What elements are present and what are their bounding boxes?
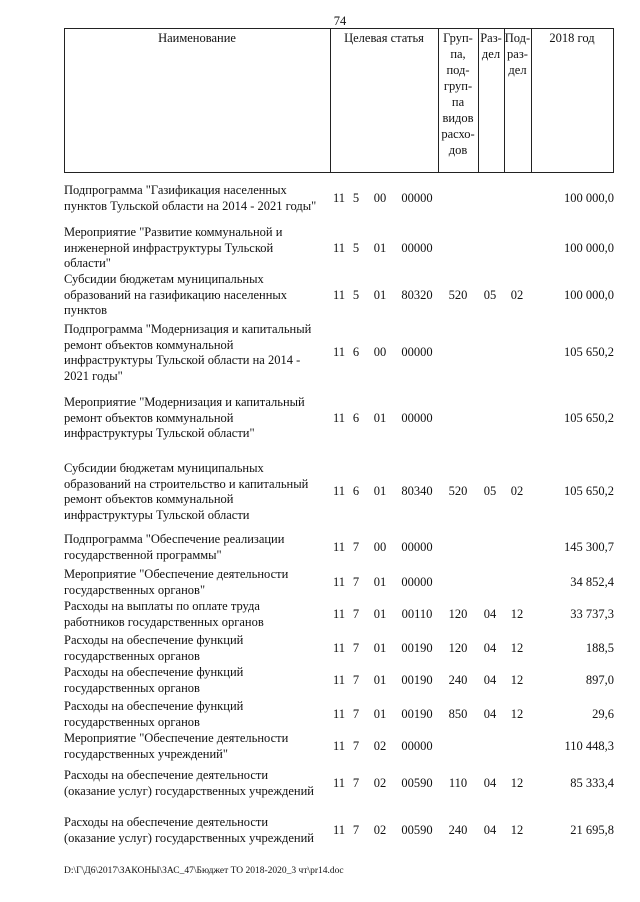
row-name-line: ремонт объектов коммунальной — [64, 492, 234, 506]
header-name: Наименование — [158, 31, 236, 45]
code-c5: 120 — [448, 640, 468, 655]
code-c6: 04 — [483, 822, 497, 837]
code-c1: 11 — [332, 539, 346, 554]
header-section-line: Раз- — [480, 31, 502, 45]
amount-2018: 85 333,4 — [570, 775, 614, 790]
header-divider — [64, 28, 65, 172]
code-c1: 11 — [332, 640, 346, 655]
row-name — [64, 272, 326, 319]
code-c3: 01 — [373, 484, 387, 499]
code-c3: 00 — [373, 190, 387, 205]
code-c4: 00000 — [401, 410, 433, 425]
row-name-line: пунктов — [64, 303, 107, 317]
code-c3: 01 — [373, 606, 387, 621]
row-name — [64, 461, 326, 523]
header-divider — [531, 28, 532, 172]
amount-2018: 34 852,4 — [570, 574, 614, 589]
code-c6: 05 — [483, 287, 497, 302]
code-c3: 01 — [373, 287, 387, 302]
code-c2: 5 — [352, 287, 360, 302]
code-c4: 80320 — [401, 287, 433, 302]
code-c1: 11 — [332, 738, 346, 753]
row-name-line: Мероприятие "Обеспечение деятельности — [64, 731, 289, 745]
row-name — [64, 815, 326, 846]
header-year: 2018 год — [549, 31, 595, 45]
amount-2018: 188,5 — [585, 640, 614, 655]
code-c2: 7 — [352, 640, 360, 655]
row-name-line: Расходы на выплаты по оплате труда — [64, 599, 260, 613]
code-c4: 00000 — [401, 574, 433, 589]
header-group-line: расхо- — [441, 127, 475, 141]
row-name-line: инфраструктуры Тульской области — [64, 507, 250, 522]
code-c4: 00590 — [401, 822, 433, 837]
code-c2: 7 — [352, 775, 360, 790]
code-c4: 00190 — [401, 640, 433, 655]
amount-2018: 105 650,2 — [564, 484, 614, 499]
row-name — [64, 183, 326, 214]
code-c3: 01 — [373, 672, 387, 687]
row-name-line: государственной программы" — [64, 547, 222, 562]
amount-2018: 100 000,0 — [564, 240, 614, 255]
code-c4: 00000 — [401, 539, 433, 554]
code-c4: 00190 — [401, 672, 433, 687]
header-subsection-line: Под- — [504, 31, 531, 45]
code-c1: 11 — [332, 775, 346, 790]
amount-2018: 21 695,8 — [570, 822, 614, 837]
code-c4: 00000 — [401, 738, 433, 753]
code-c3: 00 — [373, 539, 387, 554]
code-c7: 12 — [510, 672, 524, 687]
code-c6: 04 — [483, 640, 497, 655]
row-name-line: Субсидии бюджетам муниципальных — [64, 461, 264, 475]
page-number: 74 — [333, 14, 347, 28]
row-name-line: образований на газификацию населенных — [64, 287, 288, 302]
code-c1: 11 — [332, 287, 346, 302]
header-divider — [613, 28, 614, 172]
row-name-line: (оказание услуг) государственных учреждений — [64, 830, 314, 845]
code-c2: 5 — [352, 240, 360, 255]
header-subsection-line: раз- — [507, 47, 528, 61]
code-c2: 7 — [352, 574, 360, 589]
code-c1: 11 — [332, 410, 346, 425]
code-c7: 12 — [510, 822, 524, 837]
row-name-line: Мероприятие "Обеспечение деятельности — [64, 567, 289, 581]
code-c3: 01 — [373, 410, 387, 425]
row-name-line: Расходы на обеспечение функций — [64, 699, 244, 713]
code-c5: 520 — [448, 287, 468, 302]
code-c5: 850 — [448, 706, 468, 721]
row-name — [64, 567, 326, 598]
row-name-line: Мероприятие "Модернизация и капитальный — [64, 395, 305, 409]
row-name-line: области" — [64, 256, 111, 270]
code-c7: 12 — [510, 775, 524, 790]
code-c5: 110 — [448, 775, 468, 790]
row-name-line: инфраструктуры Тульской области" — [64, 426, 255, 440]
row-name-line: 2021 годы" — [64, 368, 123, 383]
header-group-line: па — [451, 95, 465, 109]
amount-2018: 100 000,0 — [564, 287, 614, 302]
code-c6: 04 — [483, 672, 497, 687]
code-c5: 240 — [448, 822, 468, 837]
row-name-line: пунктов Тульской области на 2014 - 2021 годы" — [64, 198, 317, 213]
code-c5: 240 — [448, 672, 468, 687]
row-name-line: образований на строительство и капитальный — [64, 476, 309, 491]
amount-2018: 110 448,3 — [564, 738, 614, 753]
amount-2018: 105 650,2 — [564, 345, 614, 360]
code-c2: 6 — [352, 345, 360, 360]
header-group-line: груп- — [443, 79, 473, 93]
row-name-line: (оказание услуг) государственных учреждений — [64, 783, 314, 798]
code-c6: 04 — [483, 606, 497, 621]
amount-2018: 33 737,3 — [570, 606, 614, 621]
code-c4: 00000 — [401, 190, 433, 205]
row-name-line: ремонт объектов коммунальной — [64, 410, 234, 425]
header-group-line: под- — [446, 63, 470, 77]
row-name — [64, 532, 326, 563]
code-c1: 11 — [332, 190, 346, 205]
code-c6: 04 — [483, 775, 497, 790]
code-c2: 7 — [352, 738, 360, 753]
code-c7: 12 — [510, 640, 524, 655]
code-c2: 6 — [352, 484, 360, 499]
header-group-line: дов — [448, 143, 468, 157]
row-name-line: Мероприятие "Развитие коммунальной и — [64, 225, 283, 239]
code-c7: 12 — [510, 706, 524, 721]
row-name — [64, 395, 326, 442]
code-c3: 00 — [373, 345, 387, 360]
row-name — [64, 768, 326, 799]
code-c2: 5 — [352, 190, 360, 205]
header-subsection-line: дел — [508, 63, 527, 77]
code-c6: 04 — [483, 706, 497, 721]
row-name — [64, 322, 326, 384]
code-c4: 00000 — [401, 240, 433, 255]
code-c1: 11 — [332, 672, 346, 687]
code-c3: 02 — [373, 738, 387, 753]
code-c1: 11 — [332, 484, 346, 499]
header-divider — [330, 28, 331, 172]
header-target: Целевая статья — [344, 31, 424, 45]
code-c3: 01 — [373, 706, 387, 721]
code-c4: 00590 — [401, 775, 433, 790]
code-c2: 6 — [352, 410, 360, 425]
code-c2: 7 — [352, 822, 360, 837]
row-name-line: инженерной инфраструктуры Тульской — [64, 240, 274, 255]
amount-2018: 897,0 — [585, 672, 614, 687]
code-c2: 7 — [352, 672, 360, 687]
amount-2018: 100 000,0 — [564, 190, 614, 205]
header-section — [478, 30, 504, 62]
row-name-line: Расходы на обеспечение деятельности — [64, 815, 269, 829]
row-name-line: государственных учреждений" — [64, 746, 228, 761]
code-c1: 11 — [332, 240, 346, 255]
code-c6: 05 — [483, 484, 497, 499]
row-name-line: Расходы на обеспечение функций — [64, 633, 244, 647]
amount-2018: 145 300,7 — [564, 539, 614, 554]
header-subsection — [504, 30, 531, 78]
row-name-line: государственных органов — [64, 648, 200, 663]
code-c1: 11 — [332, 822, 346, 837]
row-name-line: Подпрограмма "Модернизация и капитальный — [64, 322, 312, 336]
code-c7: 02 — [510, 287, 524, 302]
code-c4: 00000 — [401, 345, 433, 360]
code-c1: 11 — [332, 574, 346, 589]
header-section-line: дел — [481, 47, 501, 61]
code-c7: 02 — [510, 484, 524, 499]
amount-2018: 105 650,2 — [564, 410, 614, 425]
code-c4: 80340 — [401, 484, 433, 499]
row-name — [64, 225, 326, 272]
row-name-line: государственных органов — [64, 714, 200, 729]
header-group-line: Груп- — [443, 31, 473, 45]
code-c5: 120 — [448, 606, 468, 621]
code-c3: 02 — [373, 822, 387, 837]
code-c1: 11 — [332, 706, 346, 721]
row-name-line: государственных органов" — [64, 582, 206, 597]
amount-2018: 29,6 — [592, 706, 614, 721]
code-c3: 01 — [373, 640, 387, 655]
code-c2: 7 — [352, 606, 360, 621]
code-c4: 00190 — [401, 706, 433, 721]
code-c4: 00110 — [401, 606, 433, 621]
code-c7: 12 — [510, 606, 524, 621]
code-c3: 01 — [373, 574, 387, 589]
code-c2: 7 — [352, 539, 360, 554]
code-c3: 01 — [373, 240, 387, 255]
row-name — [64, 633, 326, 664]
header-group-line: видов — [442, 111, 474, 125]
row-name-line: Расходы на обеспечение деятельности — [64, 768, 269, 782]
row-name-line: работников государственных органов — [64, 614, 264, 629]
row-name-line: инфраструктуры Тульской области на 2014 - — [64, 353, 301, 367]
header-group — [438, 30, 478, 158]
code-c3: 02 — [373, 775, 387, 790]
row-name-line: Подпрограмма "Газификация населенных — [64, 183, 287, 197]
row-name-line: ремонт объектов коммунальной — [64, 337, 234, 352]
code-c5: 520 — [448, 484, 468, 499]
file-path-footer: D:\Г\Д6\2017\ЗАКОНЫ\ЗАС_47\Бюджет ТО 2018-2020_3 чт\pr14.doc — [64, 866, 344, 876]
row-name — [64, 731, 326, 762]
row-name-line: Подпрограмма "Обеспечение реализации — [64, 532, 285, 546]
row-name — [64, 699, 326, 730]
row-name — [64, 665, 326, 696]
code-c2: 7 — [352, 706, 360, 721]
header-bottom-border — [64, 172, 614, 173]
row-name-line: Расходы на обеспечение функций — [64, 665, 244, 679]
header-group-line: па, — [450, 47, 466, 61]
code-c1: 11 — [332, 606, 346, 621]
row-name-line: Субсидии бюджетам муниципальных — [64, 272, 264, 286]
code-c1: 11 — [332, 345, 346, 360]
row-name-line: государственных органов — [64, 680, 200, 695]
row-name — [64, 599, 326, 630]
